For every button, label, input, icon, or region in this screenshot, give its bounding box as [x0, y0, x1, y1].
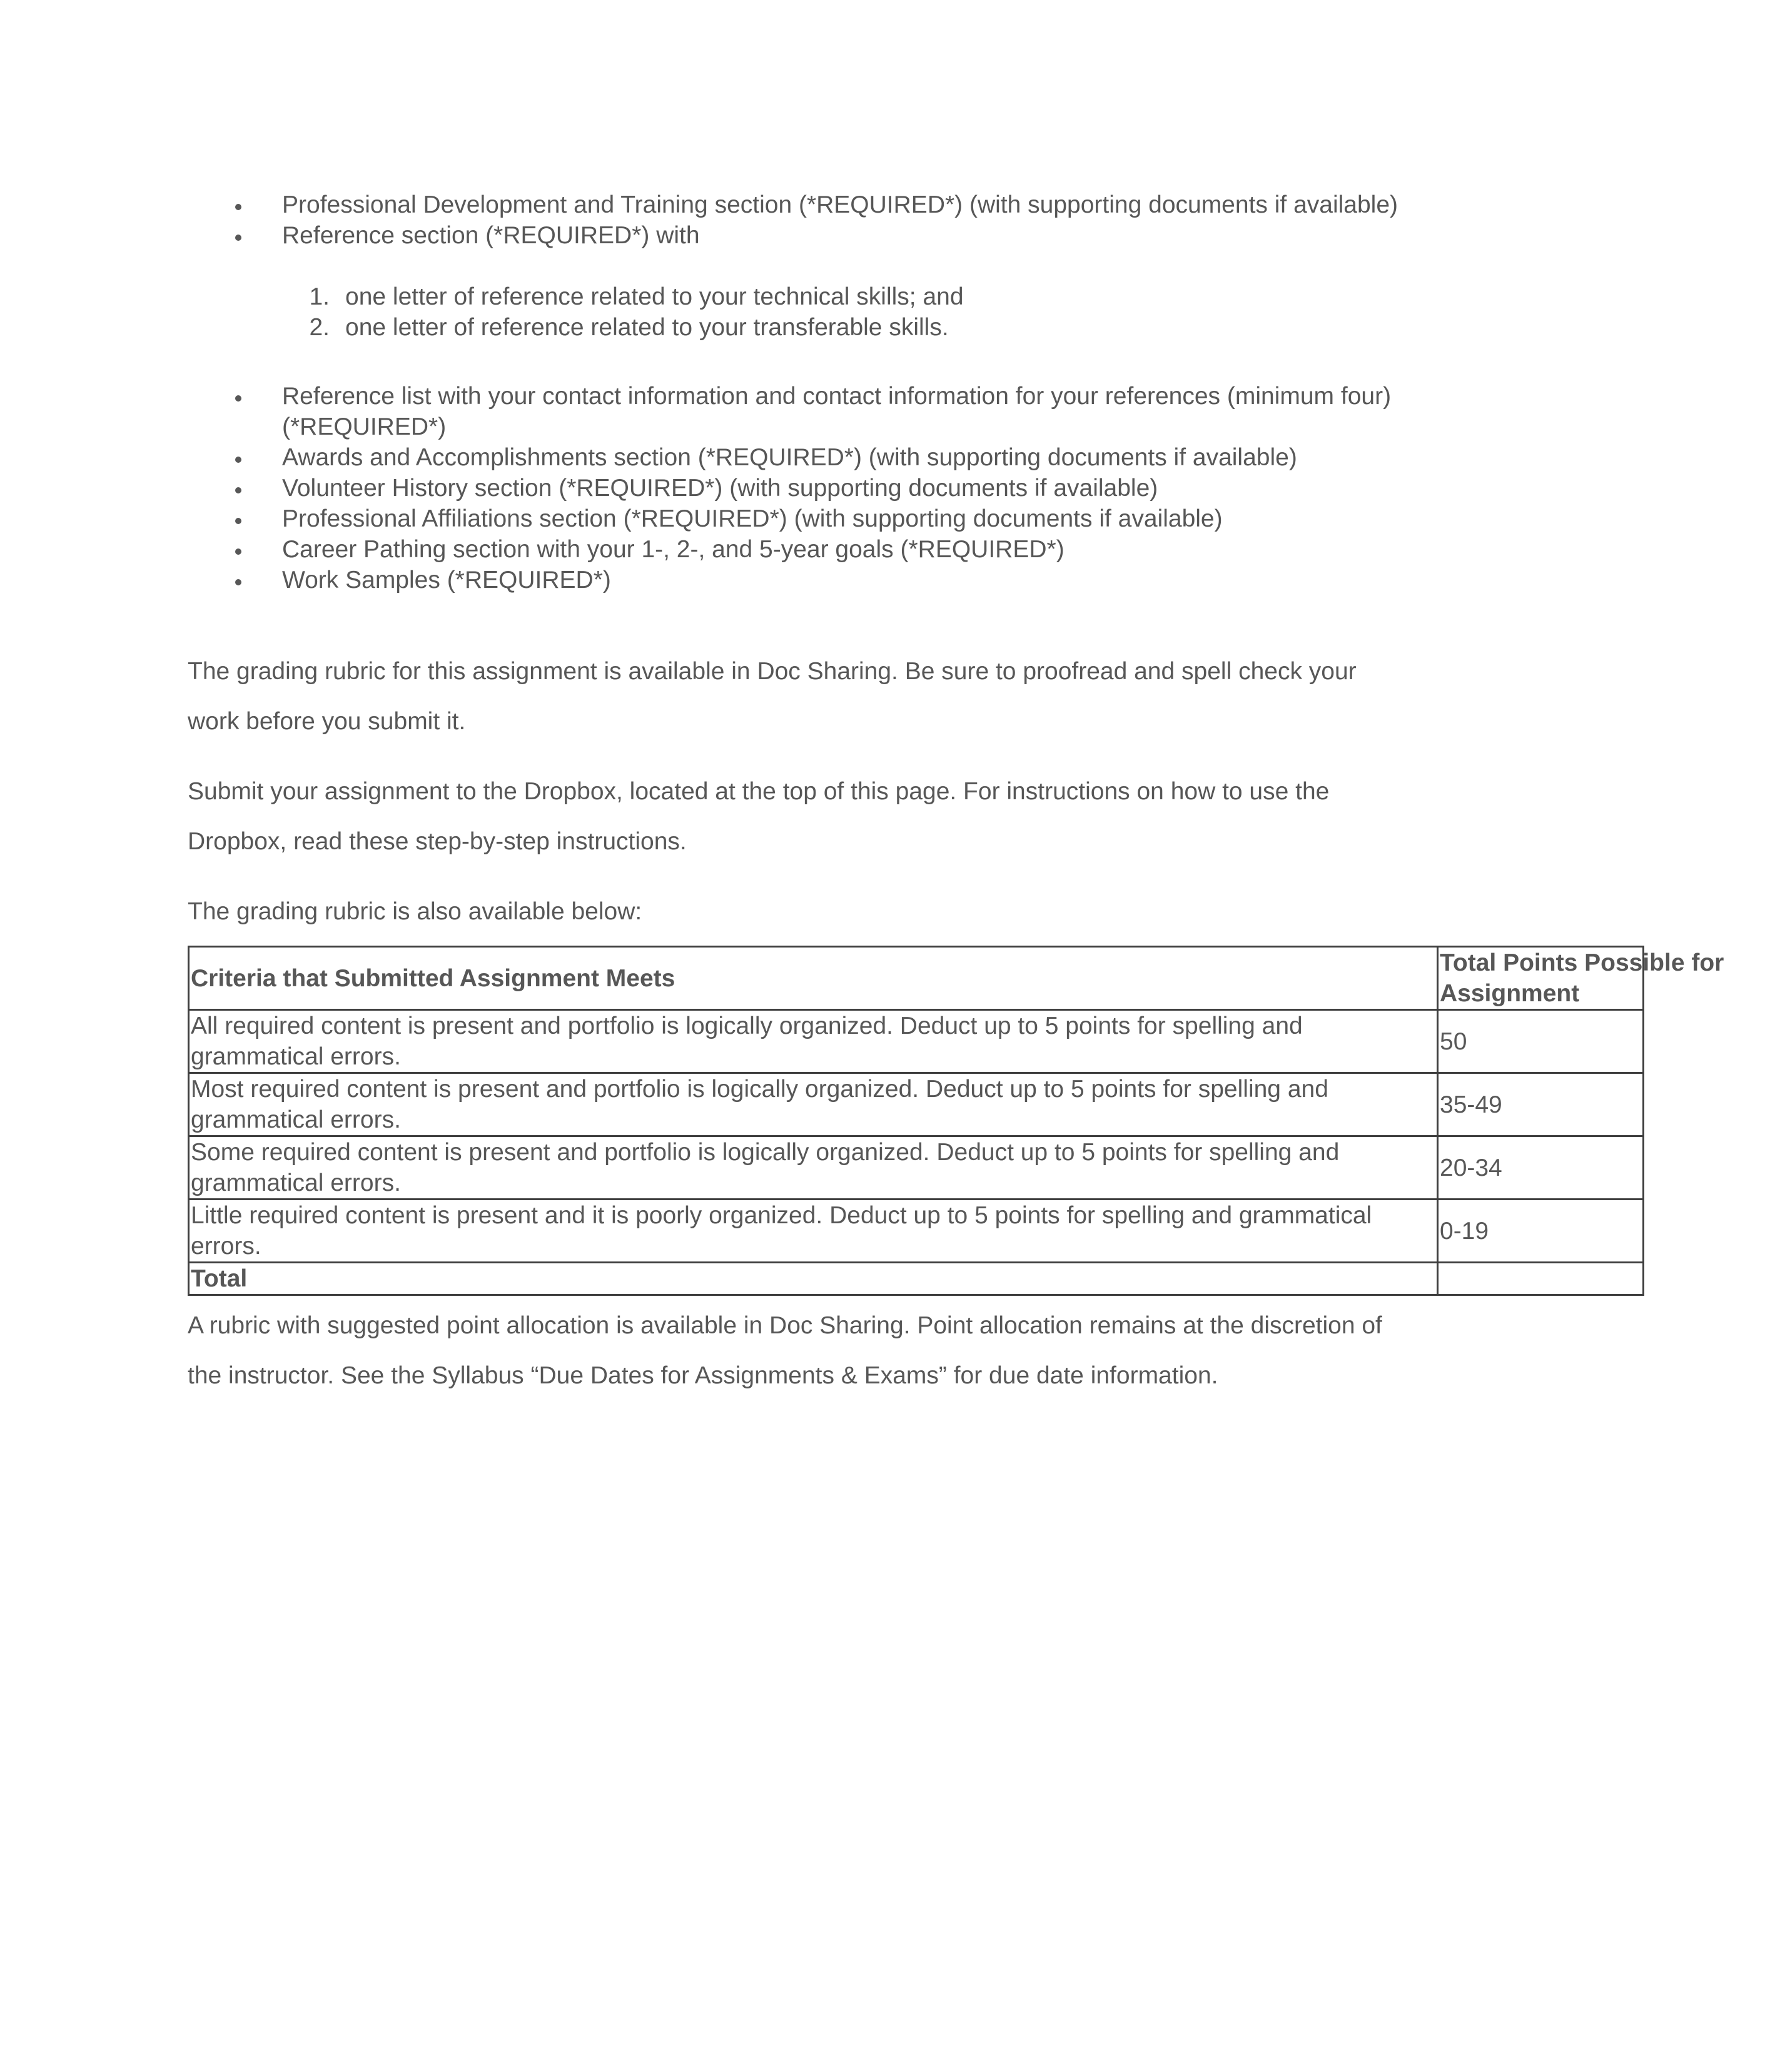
- list-item-text: Awards and Accomplishments section (*REQUIRED*) (with supporting documents if available): [282, 444, 1297, 471]
- list-item-text: Work Samples (*REQUIRED*): [282, 567, 611, 594]
- list-item-text: Reference section (*REQUIRED*) with: [282, 222, 700, 249]
- list-item: [283, 312, 1408, 343]
- list-item-text: Volunteer History section (*REQUIRED*) (with supporting documents if available): [282, 475, 1158, 502]
- list-item-text: Career Pathing section with your 1-, 2-, and 5-year goals (*REQUIRED*): [282, 536, 1065, 563]
- list-item: [188, 381, 1426, 442]
- paragraph-grading-rubric: The grading rubric for this assignment is available in Doc Sharing. Be sure to proofread and spell check your work before you submit it.: [188, 658, 1357, 735]
- grading-rubric-table: [188, 946, 1724, 1296]
- bullet-icon: [235, 548, 241, 555]
- criteria-cell: Little required content is present and it is poorly organized. Deduct up to 5 points for spelling and grammatical errors.: [189, 1200, 1438, 1263]
- bullet-icon: [235, 518, 241, 524]
- points-cell: 20-34: [1438, 1136, 1644, 1200]
- header-points: [1438, 947, 1724, 1010]
- list-item-text: Professional Affiliations section (*REQUIRED*) (with supporting documents if available): [282, 505, 1223, 532]
- table-header-row: [189, 947, 1644, 1010]
- paragraph-point-allocation: A rubric with suggested point allocation is available in Doc Sharing. Point allocation remains at the discretion of the instructor. See the Syllabus “Due Dates for Assignments & Exams” for due date information.: [188, 1312, 1382, 1389]
- bullet-icon: [235, 457, 241, 463]
- list-item-text: Reference list with your contact information and contact information for your references (minimum four) (*REQUIRED*): [282, 383, 1392, 440]
- list-item: [188, 442, 1426, 473]
- list-item-text: one letter of reference related to your transferable skills.: [345, 314, 949, 341]
- bullet-icon: [235, 235, 241, 241]
- list-item-text: one letter of reference related to your technical skills; and: [345, 283, 964, 310]
- table-row: [189, 1010, 1644, 1073]
- total-label: Total: [189, 1263, 1438, 1295]
- paragraph-submit-dropbox: Submit your assignment to the Dropbox, located at the top of this page. For instructions on how to use the Dropbox, read these step-by-step instructions.: [188, 778, 1330, 855]
- criteria-cell: All required content is present and portfolio is logically organized. Deduct up to 5 points for spelling and grammatical errors.: [189, 1010, 1438, 1073]
- list-item: [188, 503, 1426, 534]
- points-cell: 35-49: [1438, 1073, 1644, 1136]
- reference-sub-list: [283, 281, 1408, 343]
- header-criteria: Criteria that Submitted Assignment Meets: [189, 947, 1438, 1010]
- table-row: [189, 1200, 1644, 1263]
- table-total-row: [189, 1263, 1644, 1295]
- total-value: [1438, 1263, 1644, 1295]
- list-number: 1.: [309, 283, 330, 310]
- requirements-list-top: [188, 190, 1426, 251]
- requirements-list-bottom: [188, 381, 1426, 595]
- criteria-cell: Most required content is present and portfolio is logically organized. Deduct up to 5 points for spelling and grammatical errors.: [189, 1073, 1438, 1136]
- bullet-icon: [235, 395, 241, 402]
- list-item: [188, 220, 1426, 251]
- list-item: [188, 473, 1426, 503]
- list-item: [188, 565, 1426, 595]
- header-points-text: Total Points Possible for Assignment: [1440, 949, 1724, 1007]
- list-item: [188, 534, 1426, 565]
- bullet-icon: [235, 487, 241, 493]
- paragraph-rubric-below: The grading rubric is also available below:: [188, 898, 642, 925]
- list-item: [283, 281, 1408, 312]
- points-cell: 50: [1438, 1010, 1644, 1073]
- list-item: [188, 190, 1426, 220]
- bullet-icon: [235, 204, 241, 210]
- bullet-icon: [235, 579, 241, 585]
- points-cell: 0-19: [1438, 1200, 1644, 1263]
- table-row: [189, 1073, 1644, 1136]
- list-number: 2.: [309, 314, 330, 341]
- list-item-text: Professional Development and Training section (*REQUIRED*) (with supporting documents if available): [282, 191, 1398, 218]
- table-row: [189, 1136, 1644, 1200]
- criteria-cell: Some required content is present and portfolio is logically organized. Deduct up to 5 points for spelling and grammatical errors.: [189, 1136, 1438, 1200]
